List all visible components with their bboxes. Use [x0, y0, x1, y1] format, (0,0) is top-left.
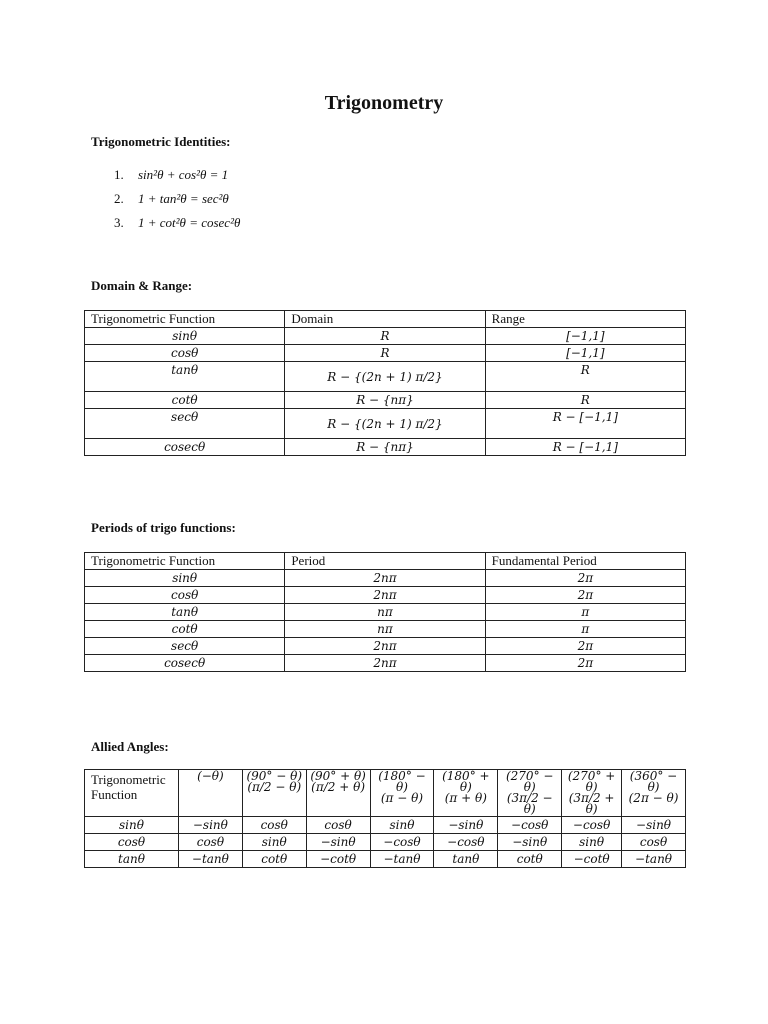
function-cell: cotθ: [85, 392, 285, 409]
angle-degrees: (180° − θ): [378, 769, 426, 794]
identity-item: [114, 211, 240, 235]
function-cell: cosecθ: [85, 655, 285, 672]
angle-degrees: (90° − θ): [246, 769, 303, 783]
period-cell: nπ: [285, 604, 485, 621]
identity-number: 2.: [114, 191, 124, 206]
angle-header: [178, 770, 242, 817]
value-cell: −tanθ: [178, 851, 242, 868]
column-header: Trigonometric Function: [85, 311, 285, 328]
table-row: [85, 655, 686, 672]
table-row: [85, 328, 686, 345]
value-cell: −cosθ: [370, 834, 434, 851]
value-cell: cosθ: [178, 834, 242, 851]
table-header-row: [85, 770, 686, 817]
domain-cell: R − {nπ}: [285, 392, 485, 409]
periods-heading: Periods of trigo functions:: [91, 520, 236, 535]
value-cell: −tanθ: [370, 851, 434, 868]
table-row: [85, 817, 686, 834]
angle-degrees: (270° + θ): [567, 769, 616, 794]
value-cell: cosθ: [622, 834, 686, 851]
fundamental-period-cell: 2π: [485, 638, 685, 655]
identity-expression: 1 + cot²θ = cosec²θ: [138, 215, 241, 230]
function-cell: sinθ: [85, 570, 285, 587]
function-cell: cosθ: [85, 345, 285, 362]
angle-degrees: (180° + θ): [442, 769, 490, 794]
value-cell: cotθ: [498, 851, 562, 868]
range-cell: [−1,1]: [485, 345, 685, 362]
allied-angles-table: [84, 769, 686, 868]
column-header: Range: [485, 311, 685, 328]
function-cell: tanθ: [85, 604, 285, 621]
angle-header: [370, 770, 434, 817]
domain-range-heading: Domain & Range:: [91, 278, 193, 293]
periods-table: [84, 552, 686, 672]
angle-header: [434, 770, 498, 817]
function-cell: cosθ: [85, 587, 285, 604]
identity-item: [114, 163, 240, 187]
domain-range-table: [84, 310, 686, 456]
angle-degrees: (360° − θ): [629, 769, 678, 794]
value-cell: −sinθ: [178, 817, 242, 834]
value-cell: −sinθ: [434, 817, 498, 834]
header-line: Trigonometric: [91, 772, 166, 787]
value-cell: −cosθ: [562, 817, 622, 834]
value-cell: sinθ: [562, 834, 622, 851]
column-header: [85, 770, 179, 817]
domain-cell: R: [285, 328, 485, 345]
table-row: [85, 851, 686, 868]
header-line: Function: [91, 787, 138, 802]
page-title: Trigonometry: [324, 92, 444, 114]
identity-expression: sin²θ + cos²θ = 1: [138, 167, 229, 182]
identities-list: [114, 163, 240, 235]
angle-radians: (π + θ): [444, 791, 487, 805]
value-cell: −cotθ: [562, 851, 622, 868]
domain-cell: R: [285, 345, 485, 362]
column-header: Trigonometric Function: [85, 553, 285, 570]
value-cell: −cosθ: [434, 834, 498, 851]
table-row: [85, 834, 686, 851]
angle-header: [622, 770, 686, 817]
domain-cell: R − {(2n + 1) π/2}: [285, 409, 485, 439]
period-cell: 2nπ: [285, 570, 485, 587]
angle-header: [498, 770, 562, 817]
function-cell: cotθ: [85, 621, 285, 638]
value-cell: −sinθ: [622, 817, 686, 834]
angle-header: [562, 770, 622, 817]
period-cell: nπ: [285, 621, 485, 638]
table-header-row: [85, 553, 686, 570]
range-cell: [−1,1]: [485, 328, 685, 345]
value-cell: sinθ: [370, 817, 434, 834]
identity-number: 3.: [114, 215, 124, 230]
range-cell: R: [485, 392, 685, 409]
value-cell: −tanθ: [622, 851, 686, 868]
identity-item: [114, 187, 240, 211]
table-row: [85, 604, 686, 621]
table-row: [85, 439, 686, 456]
domain-cell: R − {nπ}: [285, 439, 485, 456]
table-row: [85, 362, 686, 392]
fundamental-period-cell: 2π: [485, 570, 685, 587]
table-row: [85, 570, 686, 587]
angle-radians: (π/2 − θ): [247, 780, 302, 794]
period-cell: 2nπ: [285, 587, 485, 604]
function-cell: tanθ: [85, 362, 285, 392]
table-row: [85, 409, 686, 439]
angle-degrees: (90° + θ): [310, 769, 366, 783]
table-row: [85, 587, 686, 604]
value-cell: −sinθ: [306, 834, 370, 851]
value-cell: −cotθ: [306, 851, 370, 868]
function-cell: tanθ: [85, 851, 179, 868]
value-cell: tanθ: [434, 851, 498, 868]
value-cell: cosθ: [306, 817, 370, 834]
range-cell: R − [−1,1]: [485, 409, 685, 439]
angle-header: [242, 770, 306, 817]
value-cell: cosθ: [242, 817, 306, 834]
range-cell: R − [−1,1]: [485, 439, 685, 456]
table-row: [85, 638, 686, 655]
table-row: [85, 345, 686, 362]
column-header: Fundamental Period: [485, 553, 685, 570]
function-cell: sinθ: [85, 817, 179, 834]
domain-cell: R − {(2n + 1) π/2}: [285, 362, 485, 392]
function-cell: cosecθ: [85, 439, 285, 456]
allied-angles-heading: Allied Angles:: [91, 739, 169, 754]
range-cell: R: [485, 362, 685, 392]
value-cell: −sinθ: [498, 834, 562, 851]
fundamental-period-cell: π: [485, 604, 685, 621]
angle-degrees: (270° − θ): [505, 769, 554, 794]
identities-heading: Trigonometric Identities:: [91, 134, 231, 149]
identity-expression: 1 + tan²θ = sec²θ: [138, 191, 229, 206]
table-row: [85, 392, 686, 409]
angle-radians: (π/2 + θ): [311, 780, 366, 794]
angle-radians: (2π − θ): [628, 791, 679, 805]
fundamental-period-cell: π: [485, 621, 685, 638]
function-cell: cosθ: [85, 834, 179, 851]
function-cell: sinθ: [85, 328, 285, 345]
function-cell: secθ: [85, 638, 285, 655]
angle-radians: (π − θ): [380, 791, 424, 805]
table-header-row: [85, 311, 686, 328]
angle-radians: (3π/2 − θ): [506, 791, 553, 816]
column-header: Period: [285, 553, 485, 570]
value-cell: cotθ: [242, 851, 306, 868]
period-cell: 2nπ: [285, 655, 485, 672]
angle-degrees: (−θ): [197, 769, 224, 783]
angle-radians: (3π/2 + θ): [568, 791, 615, 816]
fundamental-period-cell: 2π: [485, 587, 685, 604]
column-header: Domain: [285, 311, 485, 328]
table-row: [85, 621, 686, 638]
function-cell: secθ: [85, 409, 285, 439]
period-cell: 2nπ: [285, 638, 485, 655]
angle-header: [306, 770, 370, 817]
identity-number: 1.: [114, 167, 124, 182]
fundamental-period-cell: 2π: [485, 655, 685, 672]
value-cell: −cosθ: [498, 817, 562, 834]
value-cell: sinθ: [242, 834, 306, 851]
